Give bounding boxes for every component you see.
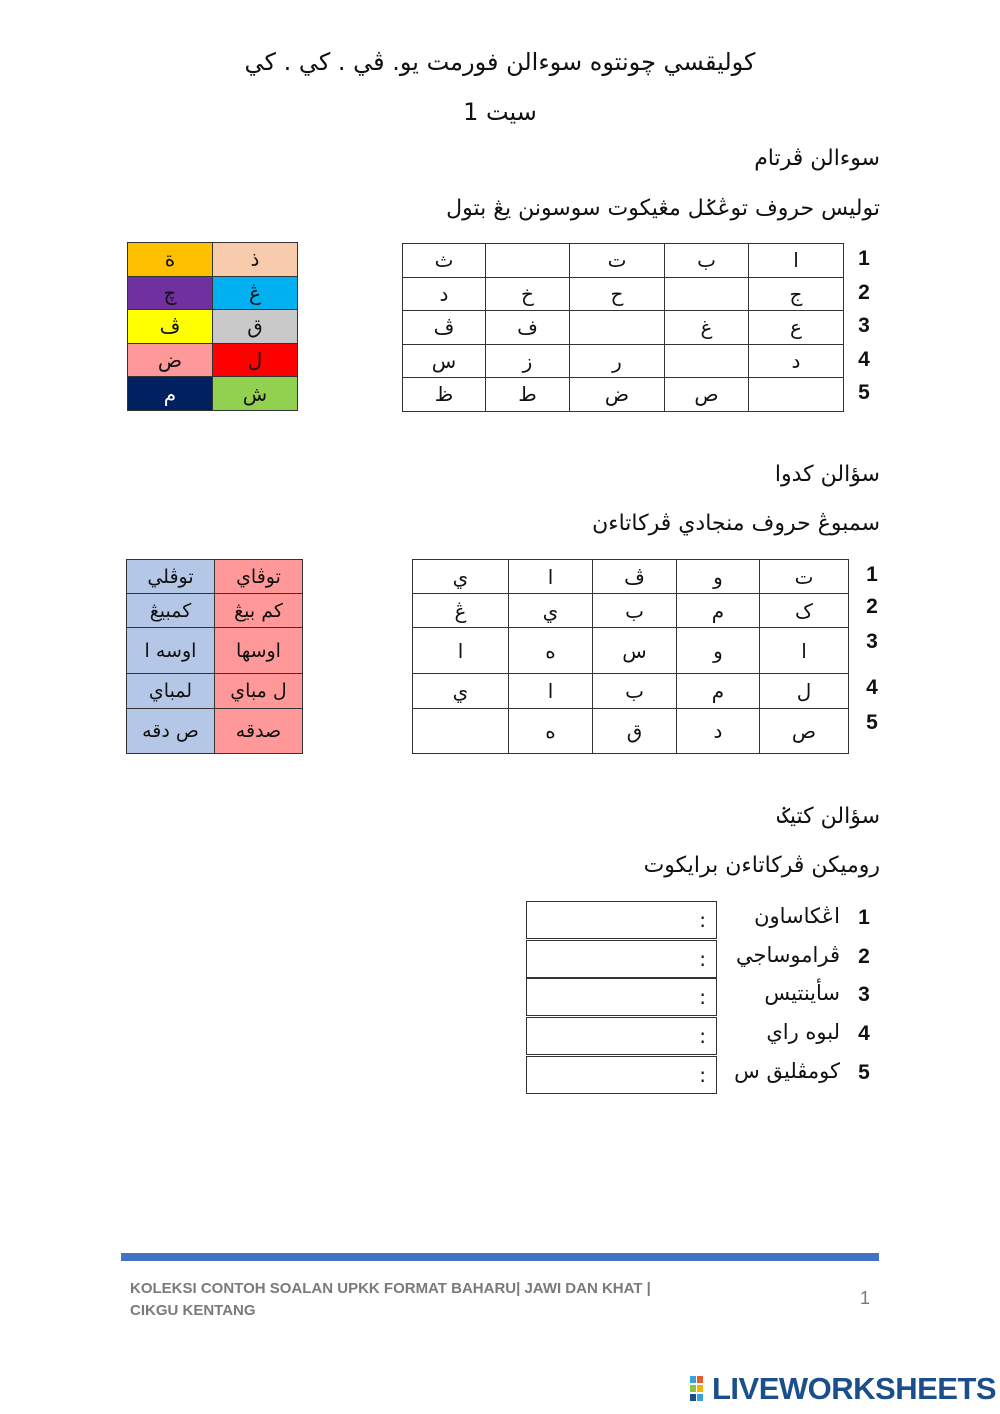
q1-choice-row: [128, 276, 298, 310]
q1-letter-cell: ص: [665, 378, 749, 412]
q2-choice-cell[interactable]: كم بيڠ: [215, 594, 303, 628]
q3-item-number: 3: [858, 983, 870, 1007]
q2-letter-cell: ي: [413, 560, 509, 594]
q1-row-number: 1: [858, 247, 870, 270]
q2-row-number: 1: [866, 563, 878, 586]
footer-line-2: CIKGU KENTANG: [130, 1302, 256, 1319]
q2-instruction: سمبوڠ حروف منجادي ڤركاتاءن: [592, 511, 880, 536]
q3-answer-field[interactable]: [526, 940, 717, 978]
q1-grid-row: [403, 344, 844, 378]
q1-blank-cell[interactable]: [665, 344, 749, 378]
q1-letter-cell: ث: [403, 244, 486, 278]
q2-letter-cell: ب: [593, 594, 677, 628]
q1-letter-cell: غ: [665, 311, 749, 345]
q3-heading: سؤالن كتيݢ: [777, 804, 880, 829]
q2-letter-cell: ب: [593, 674, 677, 709]
q2-letter-cell: ا: [413, 628, 509, 674]
q1-letter-cell: ض: [570, 378, 665, 412]
liveworksheets-logo[interactable]: [690, 1372, 996, 1406]
q2-choice-cell[interactable]: توڤلي: [127, 560, 215, 594]
q1-blank-cell[interactable]: [570, 311, 665, 345]
q2-letter-cell: ص: [760, 709, 849, 754]
q2-letter-cell: ي: [413, 674, 509, 709]
q2-choice-cell[interactable]: كمبيڠ: [127, 594, 215, 628]
q1-letter-cell: ر: [570, 344, 665, 378]
q2-heading: سؤالن كدوا: [774, 462, 880, 487]
q1-letter-cell: ج: [749, 277, 844, 311]
q2-letter-cell: ه: [509, 628, 593, 674]
q1-choice-row: [128, 343, 298, 377]
q2-grid-row: [413, 560, 849, 594]
q2-letter-cell: م: [677, 674, 760, 709]
q2-letter-cell: و: [677, 628, 760, 674]
q2-letter-cell: ا: [509, 560, 593, 594]
q1-letter-cell: س: [403, 344, 486, 378]
q1-row-number: 4: [858, 347, 870, 371]
q1-letter-cell: ز: [486, 344, 570, 378]
q2-choice-cell[interactable]: ص دقه: [127, 709, 215, 754]
q2-blank-cell[interactable]: [413, 709, 509, 754]
q2-letter-cell: ت: [760, 560, 849, 594]
q1-letter-cell: ف: [486, 311, 570, 345]
q1-blank-cell[interactable]: [665, 277, 749, 311]
q3-instruction: روميكن ڤركاتاءن برايكوت: [643, 853, 880, 878]
q1-choice-cell[interactable]: م: [128, 377, 213, 411]
q3-answer-colon: :: [699, 1024, 706, 1049]
q1-letter-cell: ب: [665, 244, 749, 278]
page-number: 1: [859, 1288, 870, 1308]
q3-jawi-word: سأينتيس: [764, 981, 840, 1006]
q2-letter-cell: ا: [509, 674, 593, 709]
q3-item-number: 2: [858, 944, 870, 968]
q1-letter-cell: د: [403, 277, 486, 311]
q2-letter-cell: م: [677, 594, 760, 628]
q1-choice-cell[interactable]: چ: [128, 276, 213, 310]
footer-divider: [121, 1253, 879, 1261]
q3-jawi-word: ڤراموساجي: [735, 942, 840, 967]
q2-letter-cell: و: [677, 560, 760, 594]
q2-letter-cell: ه: [509, 709, 593, 754]
q2-choice-cell[interactable]: لمباي: [127, 674, 215, 709]
q2-grid-row: [413, 628, 849, 674]
footer-line-1: KOLEKSI CONTOH SOALAN UPKK FORMAT BAHARU| JAWI DAN KHAT |: [130, 1280, 651, 1297]
q2-letter-cell: س: [593, 628, 677, 674]
q2-choice-cell[interactable]: صدقه: [215, 709, 303, 754]
q2-choice-cell[interactable]: ل مباي: [215, 674, 303, 709]
q2-letter-grid: [412, 559, 849, 754]
liveworksheets-logo-icon: [690, 1376, 710, 1402]
q1-choice-cell[interactable]: ق: [213, 310, 298, 344]
q2-letter-cell: د: [677, 709, 760, 754]
q3-jawi-word: لبوه راي: [766, 1020, 840, 1045]
q3-answer-field[interactable]: [526, 978, 717, 1016]
q1-row-number: 2: [858, 280, 870, 304]
q2-choice-row: [127, 674, 303, 709]
q3-item-number: 1: [858, 906, 870, 929]
q2-choice-cell[interactable]: توڤاي: [215, 560, 303, 594]
q3-jawi-word: اڠكاساون: [754, 904, 840, 928]
q1-letter-grid: [402, 243, 844, 412]
q1-instruction: توليس حروف توڠݢل مڠيكوت سوسونن يڠ بتول: [446, 196, 880, 221]
q2-letter-cell: ڤ: [593, 560, 677, 594]
set-label: سيت 1: [463, 98, 537, 126]
q2-choice-cell[interactable]: اوسها: [215, 628, 303, 674]
q2-letter-cell: ي: [509, 594, 593, 628]
q2-grid-row: [413, 594, 849, 628]
q1-row-number: 3: [858, 314, 870, 337]
footer-text: [130, 1278, 690, 1322]
q3-answer-colon: :: [699, 908, 706, 932]
q1-choice-cell[interactable]: ض: [128, 343, 213, 377]
q2-choice-cell[interactable]: اوسه ا: [127, 628, 215, 674]
q1-choice-cell[interactable]: ل: [213, 343, 298, 377]
q1-grid-row: [403, 311, 844, 345]
q1-choice-cell[interactable]: ة: [128, 243, 213, 277]
q1-letter-cell: ط: [486, 378, 570, 412]
q3-answer-field[interactable]: [526, 1017, 717, 1055]
q3-answer-colon: :: [699, 946, 706, 971]
q1-choice-cell[interactable]: ڠ: [213, 276, 298, 310]
q1-letter-cell: ت: [570, 244, 665, 278]
q1-choice-table: [127, 242, 298, 411]
q3-answer-colon: :: [699, 985, 706, 1010]
document-title: كوليقسي چونتوه سوءالن فورمت يو. ڤي . كي . كي: [244, 48, 756, 76]
q2-grid-row: [413, 709, 849, 754]
q2-row-number: 2: [866, 595, 878, 618]
q3-jawi-word: كومڤليق س: [734, 1058, 840, 1083]
q1-letter-cell: خ: [486, 277, 570, 311]
q1-choice-row: [128, 377, 298, 411]
q1-letter-cell: ح: [570, 277, 665, 311]
q2-grid-row: [413, 674, 849, 709]
q2-letter-cell: ق: [593, 709, 677, 754]
q2-choice-row: [127, 560, 303, 594]
q3-answer-field[interactable]: [526, 901, 717, 939]
q1-letter-cell: د: [749, 344, 844, 378]
q1-letter-cell: ظ: [403, 378, 486, 412]
q1-grid-row: [403, 244, 844, 278]
q3-answer-field[interactable]: [526, 1056, 717, 1094]
q2-choice-row: [127, 628, 303, 674]
q1-grid-row: [403, 277, 844, 311]
q1-heading: سوءالن ڤرتام: [754, 146, 880, 171]
q2-choice-row: [127, 709, 303, 754]
q1-choice-cell[interactable]: ڤ: [128, 310, 213, 344]
q2-choice-table: [126, 559, 303, 754]
q1-letter-cell: ڤ: [403, 311, 486, 345]
q1-blank-cell[interactable]: [749, 378, 844, 412]
q2-letter-cell: ا: [760, 628, 849, 674]
brand-name: LIVEWORKSHEETS: [712, 1371, 997, 1406]
q1-letter-cell: ا: [749, 244, 844, 278]
q2-choice-row: [127, 594, 303, 628]
q2-row-number: 4: [866, 676, 878, 699]
q1-choice-row: [128, 243, 298, 277]
q2-letter-cell: ک: [760, 594, 849, 628]
q2-letter-cell: ڠ: [413, 594, 509, 628]
q1-choice-cell[interactable]: ش: [213, 377, 298, 411]
q1-blank-cell[interactable]: [486, 244, 570, 278]
q2-row-number: 3: [866, 630, 878, 653]
q1-letter-cell: ع: [749, 311, 844, 345]
q1-choice-row: [128, 310, 298, 344]
q3-item-number: 5: [858, 1060, 870, 1084]
q2-letter-cell: ل: [760, 674, 849, 709]
q1-choice-cell[interactable]: ذ: [213, 243, 298, 277]
q1-row-number: 5: [858, 381, 870, 404]
q3-item-number: 4: [858, 1022, 870, 1046]
q1-grid-row: [403, 378, 844, 412]
q2-row-number: 5: [866, 711, 878, 734]
q3-answer-colon: :: [699, 1062, 706, 1087]
